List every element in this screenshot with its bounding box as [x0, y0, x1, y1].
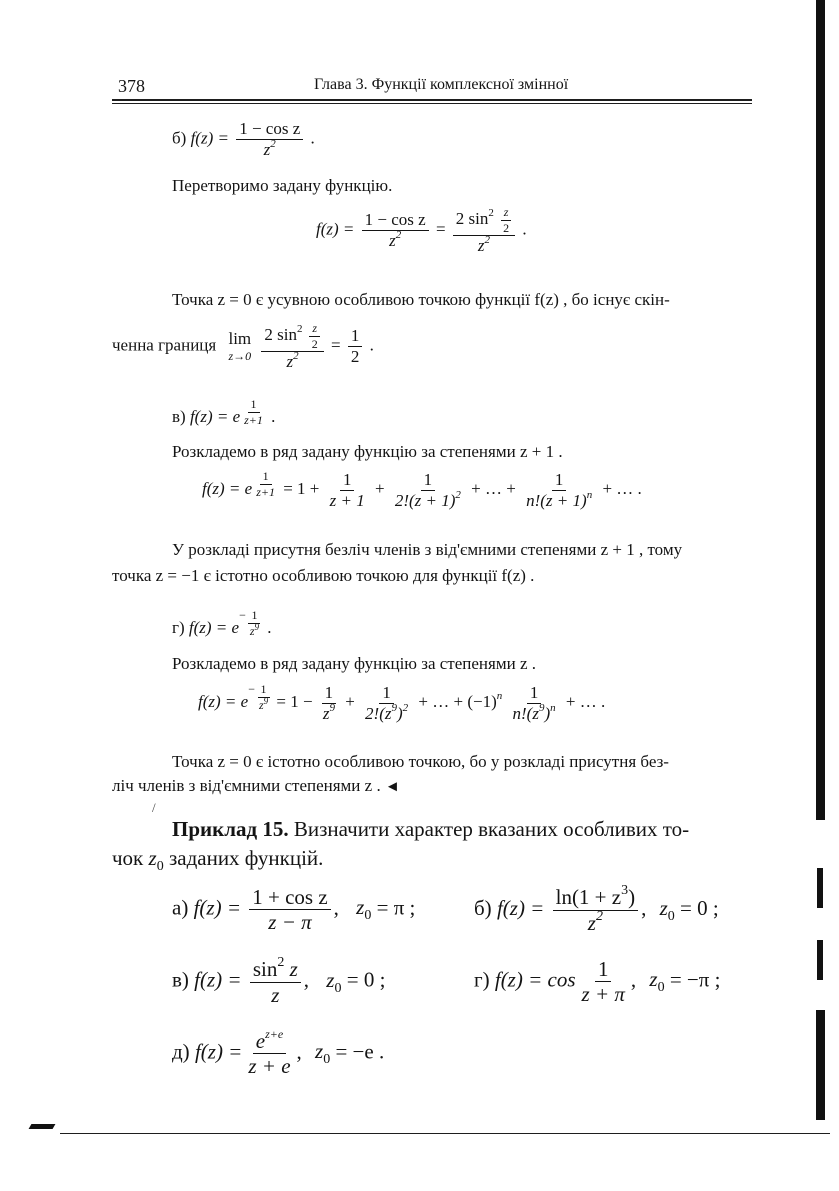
scan-edge-bar-mid-1 [817, 868, 823, 908]
limit-result: $\frac{1}{2}$ [348, 327, 363, 366]
task-d: д) f(z) = $\frac{e^{z+e}}{z + e}$ , $z_0 = -e$ . [172, 1027, 385, 1079]
limit-operator: lim z→0 [228, 328, 252, 364]
transform-equation: f(z) = $\frac{\text{1 − cos z}}{z^2}$ = 2 $\sin^2$ $\frac{z}{2}$ $z^2$ . [316, 205, 527, 256]
part-b-num: 1 − cos z [236, 120, 303, 140]
part-b-line [172, 120, 315, 159]
task-a: а) f(z) = $\frac{\text{1 + cos z}}{z - \pi}$ , $z_0 = \pi$ ; [172, 885, 416, 935]
transform-frac-1: $\frac{\text{1 − cos z}}{z^2}$ [362, 211, 429, 250]
essential-v-text-2: точка z = −1 є істотно особливою точкою для функції f(z) . [112, 566, 535, 585]
part-v-line: в) f(z) = e $\frac{1}{z+1}$ . [172, 397, 276, 427]
example-title-line2: чок $z_0$ заданих функцій. [112, 846, 324, 874]
expand-g-text: Розкладемо в ряд задану функцію за степенями z . [172, 654, 536, 673]
essential-g-text-2: ліч членів з від'ємними степенями z . ◄ [112, 776, 400, 795]
transform-lhs: f(z) = [316, 219, 355, 239]
removable-text: Точка z = 0 є усувною особливою точкою функції f(z) , бо існує скін- [172, 290, 670, 309]
series-g: f(z) = e− $\frac{1}{z^9}$ = 1 − $\frac{1}{z^9}$ + $\frac{1}{2!(z^9)^2}$ + … + $(-1)^n$ $\frac{1}{n!(z^9)^n}$ + … . [198, 682, 606, 723]
expand-v-text: Розкладемо в ряд задану функцію за степенями z + 1 . [172, 442, 563, 461]
part-b-fraction [236, 120, 303, 159]
scan-edge-bar-bottom [816, 1010, 825, 1120]
scan-edge-bar-mid-2 [817, 940, 823, 980]
transform-frac-2: 2 $\sin^2$ $\frac{z}{2}$ $z^2$ [453, 206, 515, 255]
transform-text: Перетворимо задану функцію. [172, 176, 393, 195]
end-of-solution-marker: ◄ [384, 779, 400, 795]
header-rule-thin [112, 103, 752, 104]
task-v: в) f(z) = $\frac{\sin^2 z}{z}$ , $z_0 = 0$ ; [172, 955, 386, 1007]
limit-fraction: 2 $\sin^2$ $\frac{z}{2}$ $z^2$ [261, 322, 323, 371]
task-b: б) f(z) = $\frac{\ln(1 + z^3)}{z^2}$ , $z_0 = 0$ ; [474, 883, 719, 935]
part-g-line: г) f(z) = e− $\frac{1}{z^9}$ . [172, 608, 272, 638]
header-rule [112, 99, 752, 101]
limit-line: ченна границя lim z→0 2 $\sin^2$ $\frac{z}{2}$ $z^2$ = $\frac{1}{2}$ . [112, 321, 374, 372]
part-b-end: . [310, 128, 315, 148]
example-title-bold: Приклад 15. [172, 817, 289, 841]
essential-g-text-1: Точка z = 0 є істотно особливою точкою, бо у розкладі присутня без- [172, 752, 669, 771]
example-title-rest: Визначити характер вказаних особливих то- [293, 817, 690, 841]
task-g: г) f(z) = cos $\frac{1}{z + \pi}$ , $z_0 = -\pi$ ; [474, 957, 721, 1007]
part-b-label: б) [172, 128, 187, 148]
part-b-den: $z^2$ [263, 137, 276, 159]
stray-mark: / [152, 800, 156, 815]
series-v: f(z) = e $\frac{1}{z+1}$ = 1 + $\frac{1}{z + 1}$ + $\frac{1}{2!(z + 1)^2}$ + … + $\frac{1}{n!(z + 1)^n}$ + … . [202, 469, 642, 510]
scan-corner-mark [29, 1124, 56, 1129]
bottom-rule [60, 1133, 830, 1134]
page-number: 378 [118, 76, 145, 96]
running-title: Глава 3. Функції комплексної змінної [314, 76, 569, 93]
scan-edge-bar-top [816, 0, 825, 820]
part-b-func: f(z) = [190, 128, 229, 148]
example-title [172, 817, 689, 842]
essential-v-text-1: У розкладі присутня безліч членів з від'ємними степенями z + 1 , тому [172, 540, 683, 559]
